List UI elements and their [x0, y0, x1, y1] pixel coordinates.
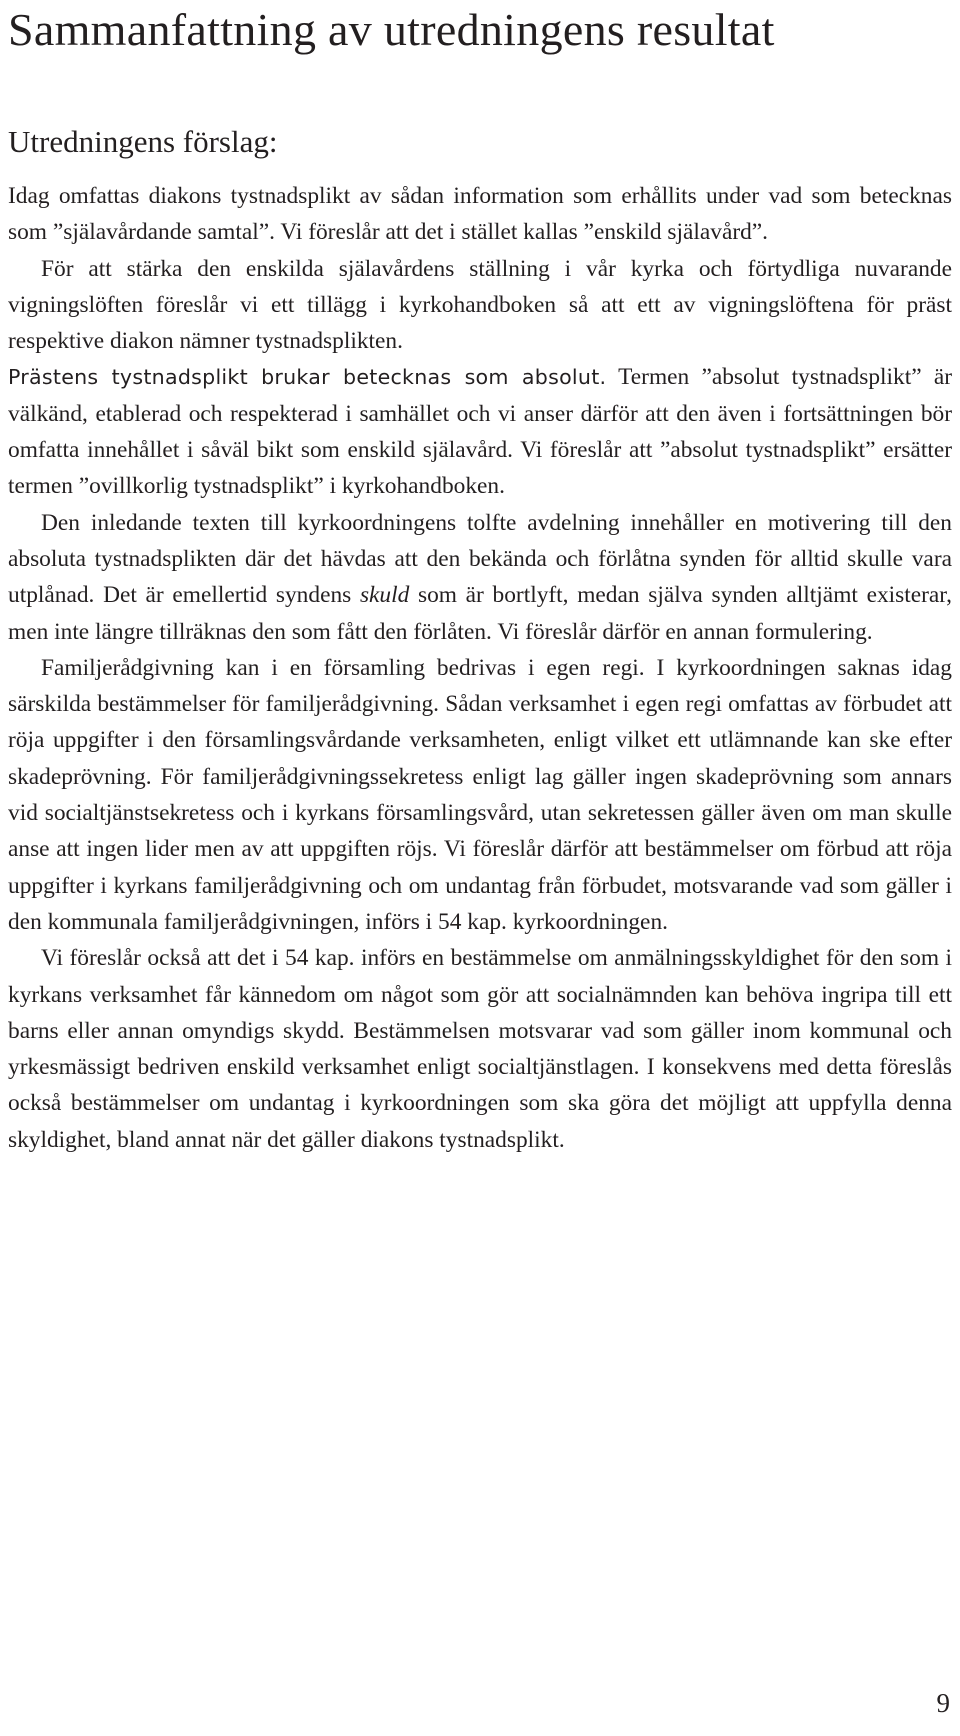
paragraph-1: Idag omfattas diakons tystnadsplikt av sådan information som erhållits under vad som betecknas som ”själavårdande samtal”. Vi föreslår att det i stället kallas ”enskild själavård”.	[8, 183, 952, 246]
page-title: Sammanfattning av utredningens resultat	[8, 4, 775, 55]
paragraph-2: För att stärka den enskilda själavårdens ställning i vår kyrka och förtydliga nuvarande vigningslöften föreslår vi ett tillägg i kyrkohandboken så att ett av vigningslöftena för präst respektive diakon nämner tystnadsplikten.	[8, 255, 952, 355]
section-heading: Utredningens förslag:	[8, 124, 278, 159]
document-body	[8, 178, 952, 1158]
paragraph-4	[8, 505, 952, 650]
paragraph-3-lead: Prästens tystnadsplikt brukar betecknas som absolut.	[8, 365, 607, 390]
paragraph-3	[8, 359, 952, 504]
paragraph-6: Vi föreslår också att det i 54 kap. införs en bestämmelse om anmälningsskyldighet för den som i kyrkans verksamhet får kännedom om något som gör att socialnämnden kan behöva ingripa till ett barns eller annan omyndigs skydd. Bestämmelsen motsvarar vad som gäller inom kommunal och yrkesmässigt bedriven enskild verksamhet enligt socialtjänstlagen. I konsekvens med detta föreslås också bestämmelser om undantag i kyrkoordningen som ska göra det möjligt att uppfylla denna skyldighet, bland annat när det gäller diakons tystnadsplikt.	[8, 945, 952, 1153]
paragraph-4-text-a: Den inledande texten till kyrkoordningens tolfte avdelning innehåller en motivering till den absoluta tystnadsplikten där det hävdas att den bekända och förlåtna synden för alltid skulle vara utplånad. Det är emellertid syndens	[8, 509, 952, 609]
paragraph-5: Familjerådgivning kan i en församling bedrivas i egen regi. I kyrkoordningen saknas idag särskilda bestämmelser för familjerådgivning. Sådan verksamhet i egen regi omfattas av förbudet att röja uppgifter i den församlingsvårdande verksamheten, enligt vilket ett utlämnande kan ske efter skadeprövning. För familjerådgivningssekretess enligt lag gäller ingen skadeprövning som annars vid socialtjänstsekretess och i kyrkans församlingsvård, utan sekretessen gäller även om man skulle anse att ingen lider men av att uppgiften röjs. Vi föreslår därför att bestämmelser om förbud att röja uppgifter i kyrkans familjerådgivning och om undantag från förbudet, motsvarande vad som gäller i den kommunala familjerådgivningen, införs i 54 kap. kyrkoordningen.	[8, 654, 952, 935]
paragraph-4-emphasis: skuld	[359, 582, 410, 609]
page-number: 9	[936, 1688, 950, 1718]
paragraph-4-text-b: som är bortlyft, medan själva synden alltjämt existerar, men inte längre tillräknas den som fått den förlåten. Vi föreslår därför en annan formulering.	[8, 582, 952, 645]
paragraph-3-text: Termen ”absolut tystnadsplikt” är välkänd, etablerad och respekterad i samhället och vi anser därför att den även i fortsättningen bör omfatta innehållet i såväl bikt som enskild själavård. Vi föreslår att ”absolut tystnadsplikt” ersätter termen ”ovillkorlig tystnadsplikt” i kyrkohandboken.	[8, 364, 952, 500]
